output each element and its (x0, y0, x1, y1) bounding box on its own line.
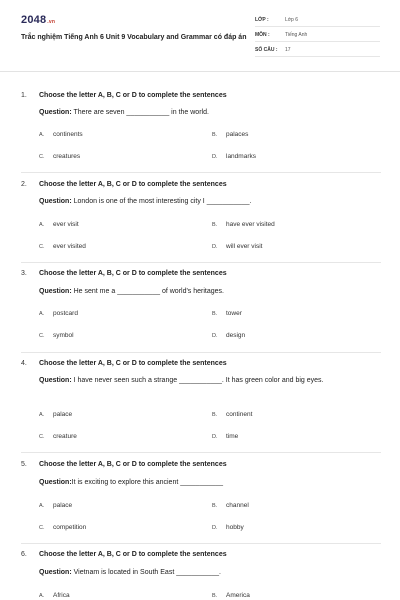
question-number: 5. (21, 461, 27, 468)
meta-subject-value: Tiếng Anh (285, 32, 308, 38)
question-heading: Choose the letter A, B, C or D to complete the sentences (39, 181, 227, 188)
question-text: Question: Vietnam is located in South East ___________. (39, 569, 221, 576)
option-c[interactable]: C. competition (39, 524, 87, 531)
question-number: 4. (21, 360, 27, 367)
meta-count-label: SỐ CÂU : (255, 47, 278, 53)
question-divider (21, 352, 381, 353)
site-logo[interactable]: 2048.vn (21, 14, 56, 26)
option-b[interactable]: B. America (212, 592, 250, 599)
question-number: 1. (21, 92, 27, 99)
meta-grade-label: LỚP : (255, 17, 269, 23)
meta-grade (255, 14, 380, 27)
option-a[interactable]: A. palace (39, 411, 73, 418)
question-text: Question: London is one of the most interesting city I ___________. (39, 198, 252, 205)
question-number: 6. (21, 551, 27, 558)
question-divider (21, 262, 381, 263)
question-divider (21, 172, 381, 173)
option-b[interactable]: B. have ever visited (212, 221, 275, 228)
option-d[interactable]: D. will ever visit (212, 243, 263, 250)
option-d[interactable]: D. hobby (212, 524, 244, 531)
option-a[interactable]: A. postcard (39, 310, 78, 317)
option-d[interactable]: D. design (212, 332, 246, 339)
document-title: Trắc nghiệm Tiếng Anh 6 Unit 9 Vocabulary and Grammar có đáp án (21, 34, 247, 41)
option-c[interactable]: C. creatures (39, 153, 81, 160)
question-divider (21, 543, 381, 544)
question-heading: Choose the letter A, B, C or D to complete the sentences (39, 551, 227, 558)
question-text: Question:It is exciting to explore this ancient ___________ (39, 479, 224, 486)
question-heading: Choose the letter A, B, C or D to complete the sentences (39, 270, 227, 277)
question-heading: Choose the letter A, B, C or D to complete the sentences (39, 461, 227, 468)
meta-grade-value: Lớp 6 (285, 17, 299, 23)
question-number: 3. (21, 270, 27, 277)
meta-subject-label: MÔN : (255, 32, 270, 38)
question-number: 2. (21, 181, 27, 188)
question-text: Question: I have never seen such a strange ___________. It has green color and big eyes. (39, 377, 324, 384)
option-c[interactable]: C. symbol (39, 332, 74, 339)
option-a[interactable]: A. ever visit (39, 221, 79, 228)
option-b[interactable]: B. tower (212, 310, 242, 317)
option-d[interactable]: D. landmarks (212, 153, 256, 160)
question-text: Question: He sent me a ___________ of world's heritages. (39, 288, 224, 295)
option-c[interactable]: C. creature (39, 433, 77, 440)
option-b[interactable]: B. continent (212, 411, 253, 418)
question-heading: Choose the letter A, B, C or D to complete the sentences (39, 360, 227, 367)
question-heading: Choose the letter A, B, C or D to complete the sentences (39, 92, 227, 99)
option-d[interactable]: D. time (212, 433, 239, 440)
question-divider (21, 452, 381, 453)
option-a[interactable]: A. continents (39, 131, 83, 138)
question-text: Question: There are seven ___________ in the world. (39, 109, 209, 116)
meta-count-value: 17 (285, 47, 291, 53)
page-header (0, 0, 400, 72)
option-b[interactable]: B. channel (212, 502, 249, 509)
option-a[interactable]: A. palace (39, 502, 73, 509)
meta-subject (255, 29, 380, 42)
option-b[interactable]: B. palaces (212, 131, 249, 138)
meta-count (255, 44, 380, 57)
option-c[interactable]: C. ever visited (39, 243, 86, 250)
option-a[interactable]: A. Africa (39, 592, 70, 599)
